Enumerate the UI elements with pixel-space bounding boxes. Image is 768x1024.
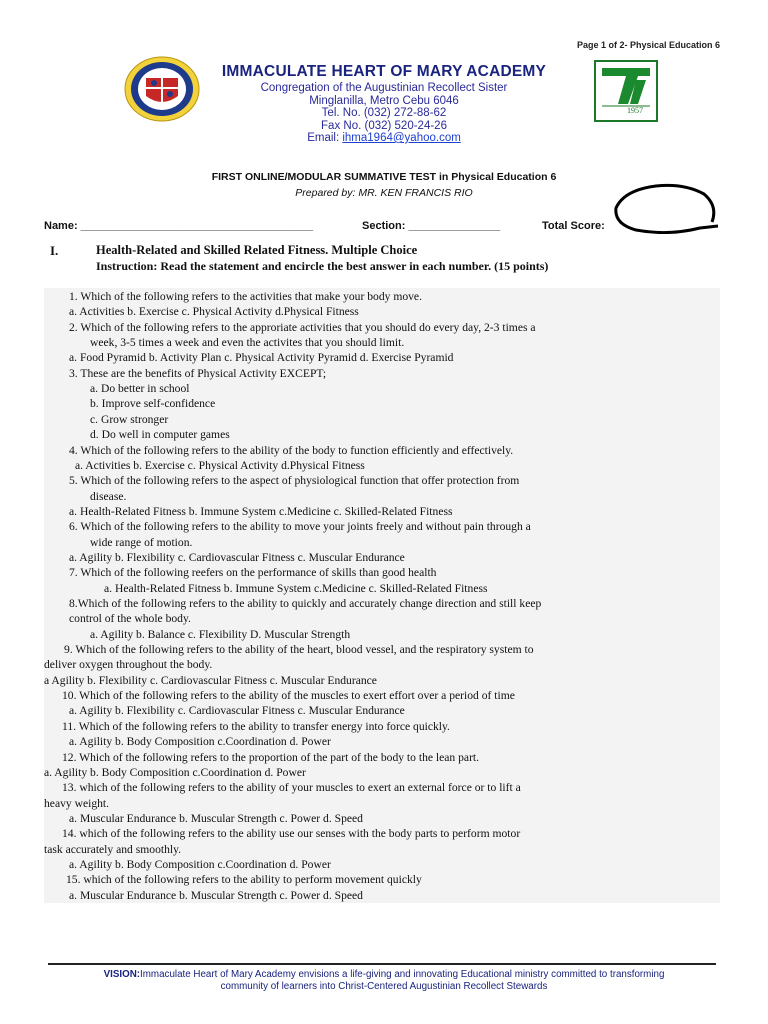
question-line: 10. Which of the following refers to the ability of the muscles to exert effort over a period of time <box>62 689 515 703</box>
question-line: wide range of motion. <box>90 535 193 549</box>
question-line: 2. Which of the following refers to the approriate activities that you should do every day, 2-3 times a <box>69 320 536 334</box>
question-line: a. Agility b. Body Composition c.Coordination d. Power <box>69 735 331 749</box>
question-line: a. Agility b. Body Composition c.Coordination d. Power <box>44 765 306 779</box>
vision-label: VISION: <box>103 969 141 980</box>
question-line: 1. Which of the following refers to the activities that make your body move. <box>69 290 422 303</box>
vision-statement <box>40 969 728 993</box>
test-title: FIRST ONLINE/MODULAR SUMMATIVE TEST in Physical Education 6 <box>211 171 557 183</box>
question-line: control of the whole body. <box>69 612 191 626</box>
question-line: 12. Which of the following refers to the proportion of the part of the body to the lean part. <box>62 750 480 764</box>
question-line: a Agility b. Flexibility c. Cardiovascular Fitness c. Muscular Endurance <box>44 673 377 687</box>
section-title: Health-Related and Skilled Related Fitness. Multiple Choice <box>96 243 418 257</box>
question-line: a. Muscular Endurance b. Muscular Strength c. Power d. Speed <box>69 811 363 825</box>
telephone: Tel. No. (032) 272-88-62 <box>321 107 447 119</box>
question-line: 4. Which of the following refers to the ability of the body to function efficiently and effectively. <box>69 443 514 457</box>
school-info <box>0 82 768 145</box>
question-line: 5. Which of the following refers to the aspect of physiological function that offer protection from <box>69 474 520 488</box>
question-line: a. Muscular Endurance b. Muscular Strength c. Power d. Speed <box>69 888 363 902</box>
question-line: a. Agility b. Balance c. Flexibility D. Muscular Strength <box>90 627 351 641</box>
logo-year: 1957 <box>627 106 643 115</box>
email-label: Email: <box>307 132 343 144</box>
section-number: I. <box>50 243 59 258</box>
question-line: disease. <box>90 489 127 503</box>
email-link[interactable]: ihma1964@yahoo.com <box>342 132 461 144</box>
question-line: 3. These are the benefits of Physical Activity EXCEPT; <box>69 366 327 380</box>
page-header: Page 1 of 2- Physical Education 6 <box>576 40 720 50</box>
question-line: task accurately and smoothly. <box>44 842 182 856</box>
question-line: 15. which of the following refers to the ability to perform movement quickly <box>66 873 422 887</box>
question-line: a. Agility b. Body Composition c.Coordination d. Power <box>69 857 331 871</box>
question-line: c. Grow stronger <box>90 412 169 426</box>
question-line: a. Do better in school <box>90 382 190 396</box>
fax: Fax No. (032) 520-24-26 <box>321 119 447 132</box>
instruction: Instruction: Read the statement and encircle the best answer in each number. (15 points) <box>96 259 549 273</box>
school-title: IMMACULATE HEART OF MARY ACADEMY <box>221 63 547 80</box>
question-line: b. Improve self-confidence <box>90 397 216 411</box>
question-line: 14. which of the following refers to the ability use our senses with the body parts to perform motor <box>62 827 521 841</box>
question-line: heavy weight. <box>44 796 110 810</box>
section-field[interactable]: Section: _______________ <box>362 220 501 232</box>
question-line: 11. Which of the following refers to the ability to transfer energy into force quickly. <box>62 719 450 733</box>
prepared-by: Prepared by: MR. KEN FRANCIS RIO <box>295 187 473 199</box>
question-line: 8.Which of the following refers to the ability to quickly and accurately change direction and still keep <box>69 597 542 610</box>
question-line: 13. which of the following refers to the ability of your muscles to exert an external force or to lift a <box>62 781 521 795</box>
address: Minglanilla, Metro Cebu 6046 <box>309 94 459 107</box>
school-name <box>0 64 768 79</box>
congregation: Congregation of the Augustinian Recollect Sister <box>260 82 508 94</box>
question-line: a. Activities b. Exercise c. Physical Activity d.Physical Fitness <box>75 458 365 472</box>
question-line: a. Food Pyramid b. Activity Plan c. Physical Activity Pyramid d. Exercise Pyramid <box>69 351 454 365</box>
footer-divider <box>48 963 716 965</box>
question-line: deliver oxygen throughout the body. <box>44 658 213 672</box>
question-line: 9. Which of the following refers to the ability of the heart, blood vessel, and the respiratory system to <box>64 643 534 657</box>
question-line: 7. Which of the following reefers on the performance of skills than good health <box>69 566 437 580</box>
score-oval-icon <box>612 182 720 234</box>
question-line: a. Agility b. Flexibility c. Cardiovascular Fitness c. Muscular Endurance <box>69 704 405 718</box>
question-line: a. Health-Related Fitness b. Immune System c.Medicine c. Skilled-Related Fitness <box>69 504 453 518</box>
question-line: a. Agility b. Flexibility c. Cardiovascular Fitness c. Muscular Endurance <box>69 550 405 564</box>
total-score-label: Total Score: <box>542 220 605 232</box>
vision-line1: Immaculate Heart of Mary Academy envisions a life-giving and innovating Educational ministry committed to transforming <box>140 969 665 980</box>
question-line: a. Health-Related Fitness b. Immune System c.Medicine c. Skilled-Related Fitness <box>104 581 488 595</box>
question-line: 6. Which of the following refers to the ability to move your joints freely and without pain through a <box>69 520 531 534</box>
question-line: d. Do well in computer games <box>90 428 230 442</box>
question-line: week, 3-5 times a week and even the activites that you should limit. <box>90 336 405 350</box>
vision-line2: community of learners into Christ-Centered Augustinian Recollect Stewards <box>220 981 548 992</box>
name-field[interactable]: Name: ______________________________________ <box>44 220 314 232</box>
email-line <box>0 132 768 145</box>
question-line: a. Activities b. Exercise c. Physical Activity d.Physical Fitness <box>69 305 359 319</box>
